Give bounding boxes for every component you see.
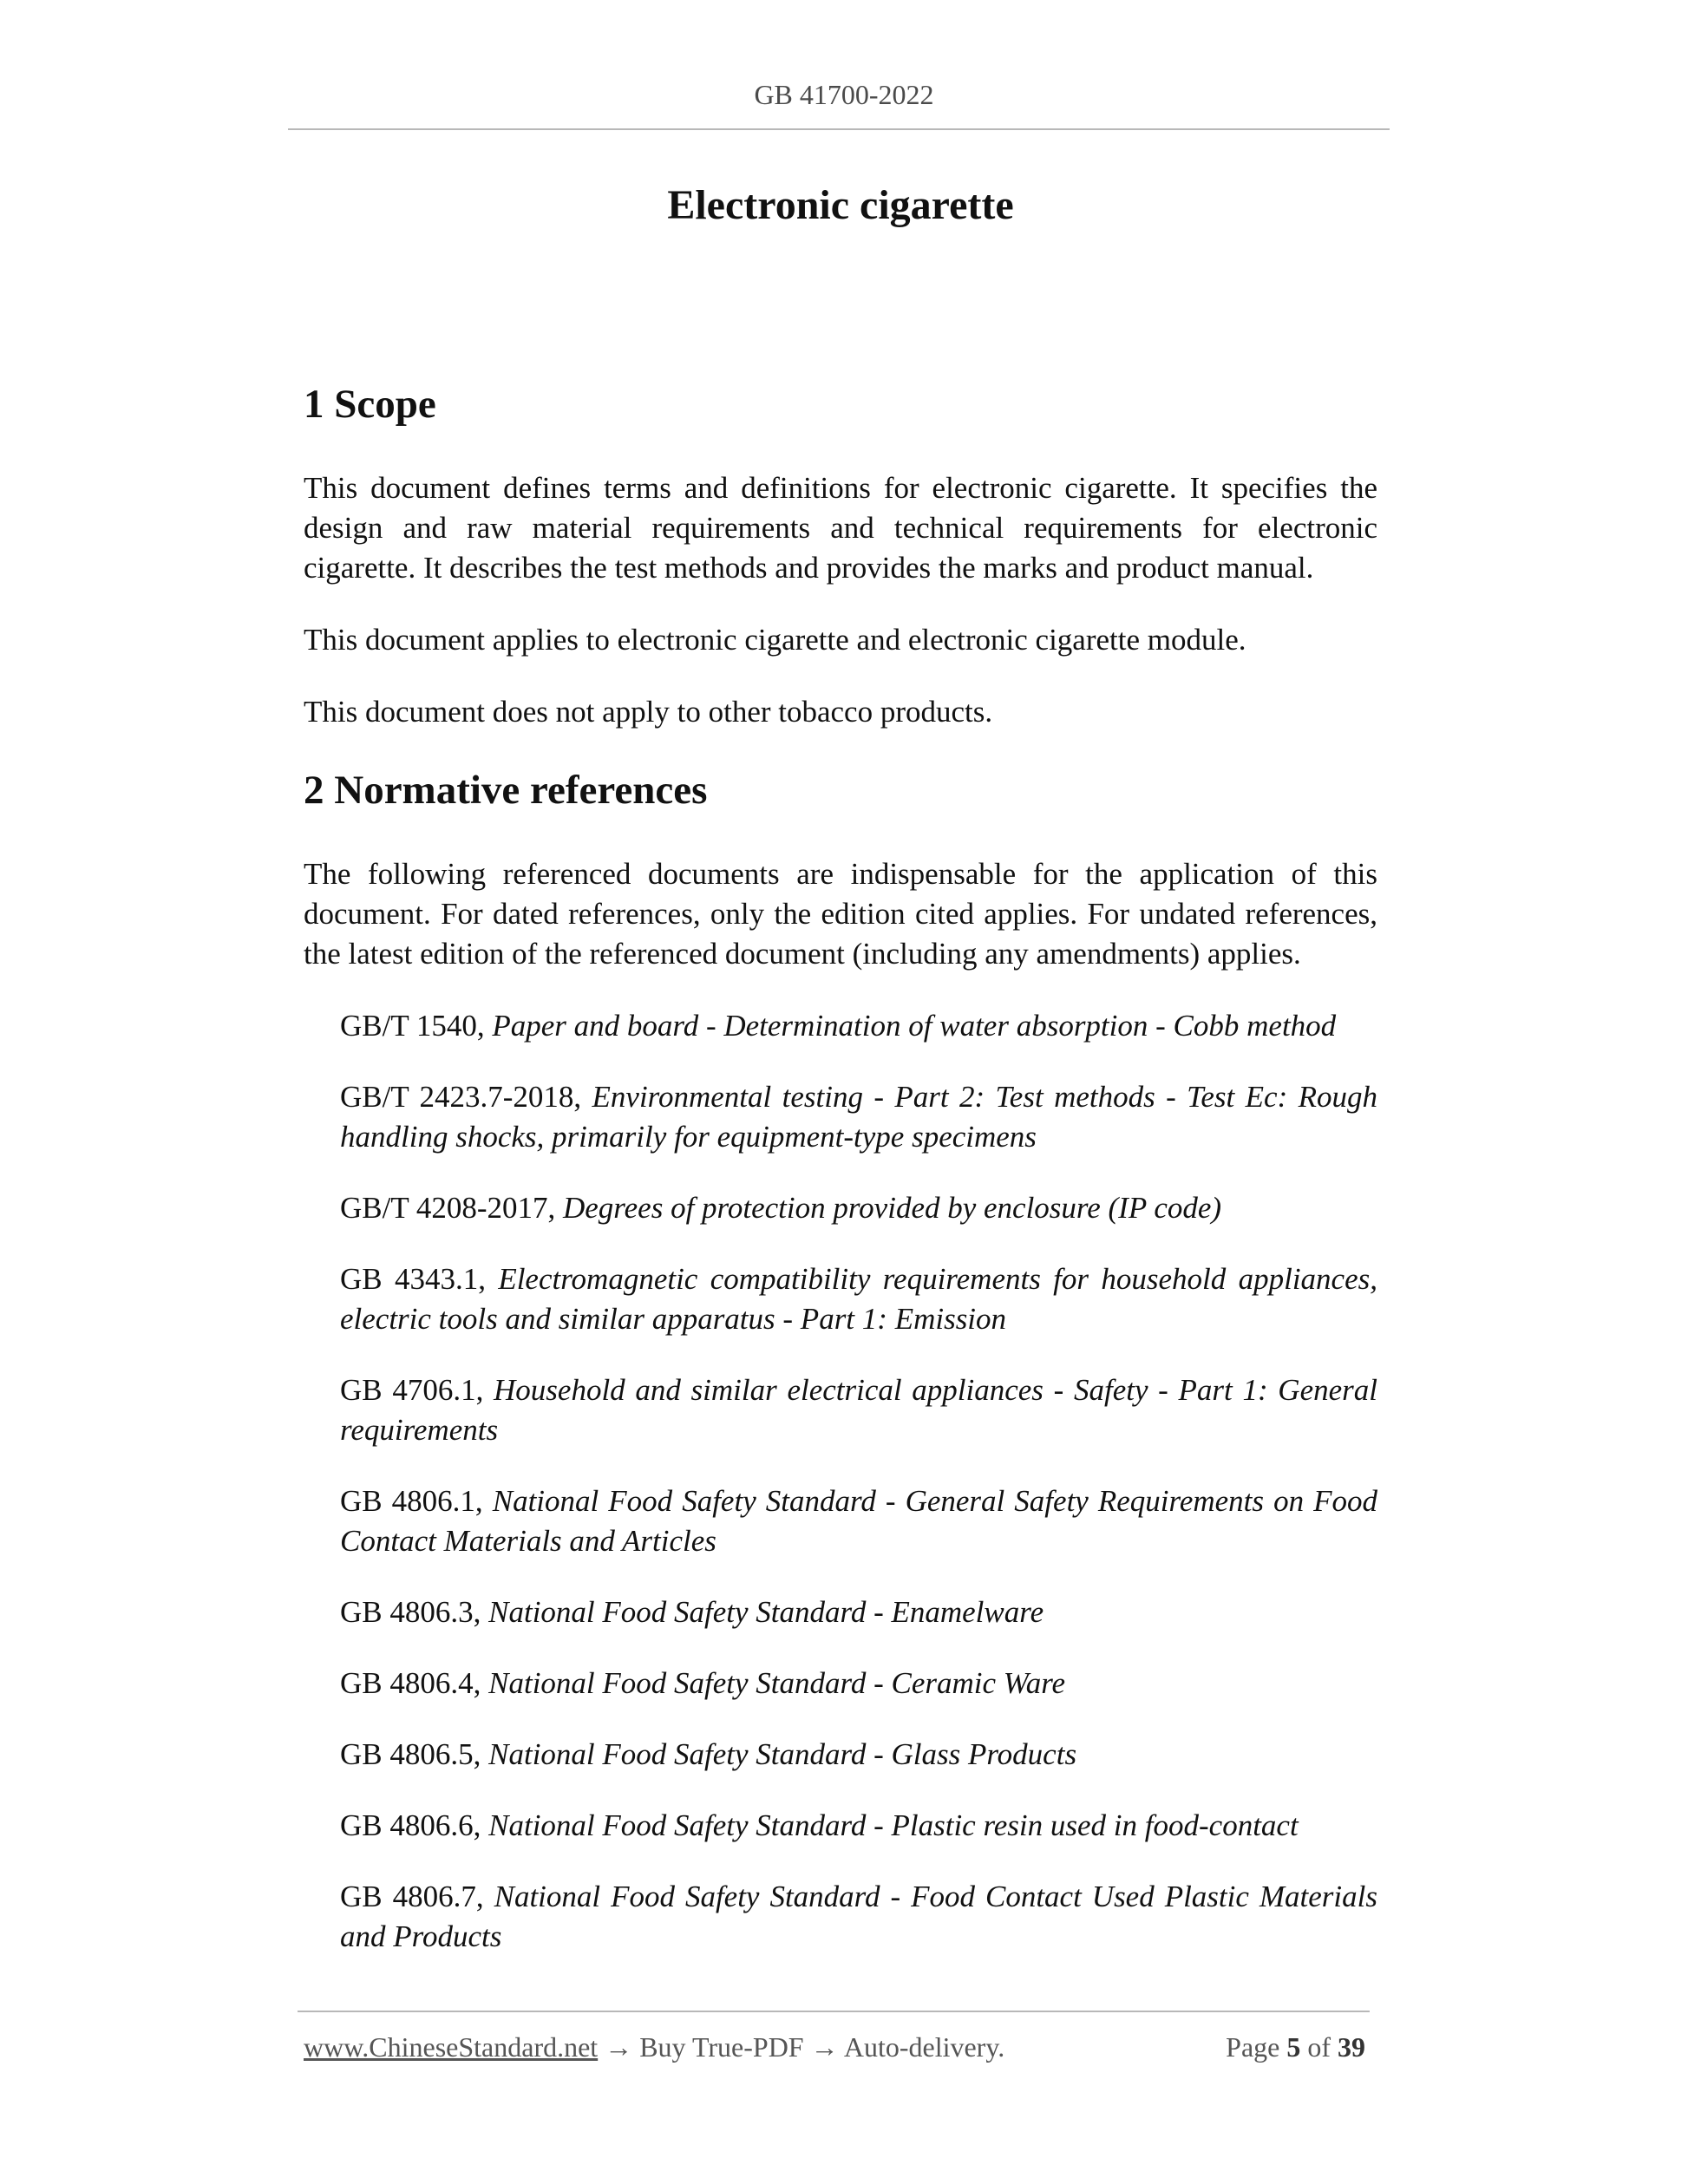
page-label: Page: [1226, 2031, 1287, 2063]
reference-code: GB 4806.6,: [340, 1808, 489, 1842]
of-label: of: [1300, 2031, 1338, 2063]
reference-code: GB 4806.1,: [340, 1484, 493, 1518]
reference-item: [340, 1592, 1377, 1632]
reference-item: [340, 1259, 1377, 1339]
reference-code: GB/T 1540,: [340, 1009, 493, 1043]
header-divider: [288, 128, 1390, 130]
footer-divider: [298, 2011, 1370, 2012]
page-counter: [1226, 2030, 1365, 2064]
reference-code: GB 4806.4,: [340, 1666, 489, 1700]
reference-code: GB 4343.1,: [340, 1262, 499, 1296]
reference-item: [340, 1735, 1377, 1775]
reference-title: National Food Safety Standard - Food Contact Used Plastic Materials and Products: [340, 1880, 1377, 1953]
reference-title: Electromagnetic compatibility requirements for household appliances, electric tools and similar apparatus - Part 1: Emission: [340, 1262, 1377, 1336]
reference-code: GB 4806.7,: [340, 1880, 494, 1913]
header-doc-code: GB 41700-2022: [754, 79, 934, 110]
reference-title: National Food Safety Standard - Ceramic Ware: [488, 1666, 1066, 1700]
reference-item: [340, 1077, 1377, 1157]
reference-item: [340, 1188, 1377, 1228]
reference-item: [340, 1806, 1377, 1846]
reference-item: [340, 1006, 1377, 1046]
site-link[interactable]: www.ChineseStandard.net: [304, 2031, 599, 2063]
auto-delivery-text: Auto-delivery.: [838, 2031, 1005, 2063]
reference-code: GB/T 4208-2017,: [340, 1191, 563, 1225]
reference-code: GB 4706.1,: [340, 1373, 494, 1407]
reference-title: National Food Safety Standard - Plastic resin used in food-contact: [488, 1808, 1299, 1842]
reference-title: National Food Safety Standard - Enamelware: [488, 1595, 1044, 1629]
reference-title: Degrees of protection provided by enclosure (IP code): [563, 1191, 1222, 1225]
document-title: Electronic cigarette: [667, 182, 1014, 228]
reference-title: Paper and board - Determination of water absorption - Cobb method: [492, 1009, 1337, 1043]
buy-pdf-text: Buy True-PDF: [632, 2031, 811, 2063]
reference-code: GB/T 2423.7-2018,: [340, 1080, 592, 1114]
section-heading-scope: 1 Scope: [304, 382, 436, 427]
reference-list: [304, 1006, 1377, 1957]
total-pages-number: 39: [1338, 2031, 1365, 2063]
reference-item: [340, 1877, 1377, 1957]
reference-item: [340, 1370, 1377, 1450]
reference-title: National Food Safety Standard - Glass Products: [488, 1737, 1077, 1771]
footer-promo: [304, 2030, 1004, 2064]
section-heading-normative-references: 2 Normative references: [304, 768, 708, 813]
arrow-right-icon: →: [605, 2031, 633, 2063]
reference-code: GB 4806.5,: [340, 1737, 489, 1771]
scope-paragraph: This document defines terms and definitions for electronic cigarette. It specifies the design and raw material requirements and technical requirements for electronic cigarette. It describes the test methods and provides the marks and product manual.: [304, 471, 1377, 585]
references-intro-paragraph: The following referenced documents are indispensable for the application of this document. For dated references, only the edition cited applies. For undated references, the latest edition of the referenced document (including any amendments) applies.: [304, 857, 1377, 971]
reference-code: GB 4806.3,: [340, 1595, 489, 1629]
page-content: [304, 178, 1377, 1988]
scope-paragraph: This document applies to electronic cigarette and electronic cigarette module.: [304, 623, 1246, 657]
reference-title: National Food Safety Standard - General Safety Requirements on Food Contact Materials and Articles: [340, 1484, 1377, 1558]
reference-item: [340, 1664, 1377, 1703]
current-page-number: 5: [1286, 2031, 1301, 2063]
arrow-right-icon: →: [810, 2031, 839, 2063]
reference-title: Environmental testing - Part 2: Test methods - Test Ec: Rough handling shocks, primarily for equipment-type specimens: [340, 1080, 1378, 1154]
scope-paragraph: This document does not apply to other tobacco products.: [304, 695, 993, 729]
reference-title: Household and similar electrical appliances - Safety - Part 1: General requirements: [340, 1373, 1377, 1447]
reference-item: [340, 1481, 1377, 1561]
